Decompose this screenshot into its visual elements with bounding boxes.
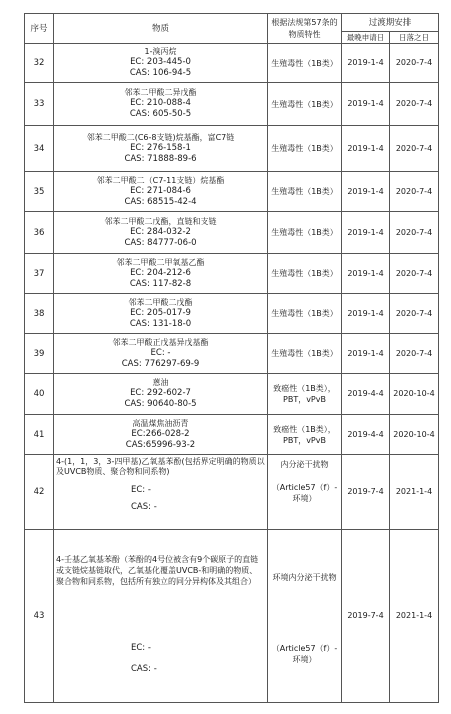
sunset-date: 2020-7-4 (390, 294, 439, 334)
table-row (25, 530, 439, 703)
sunset-date: 2020-7-4 (390, 212, 439, 254)
sunset-date: 2020-7-4 (390, 126, 439, 172)
substance-name: 邻苯二甲酸正戊基异戊基酯 (112, 337, 209, 347)
table-row (25, 254, 439, 294)
substance-cell (54, 126, 268, 172)
row-no: 36 (25, 212, 54, 254)
cas-number: CAS: 117-82-8 (129, 278, 192, 289)
header-transition: 过渡期安排 (342, 14, 439, 32)
cas-number: CAS: 106-94-5 (129, 68, 192, 78)
ec-number: EC: - (150, 347, 171, 358)
latest-apply-date: 2019-4-4 (342, 374, 390, 415)
latest-apply-date: 2019-4-4 (342, 415, 390, 455)
table-row (25, 172, 439, 212)
cas-number: CAS:65996-93-2 (125, 439, 196, 450)
substance-name: 邻苯二甲酸二(C6-8支链)烷基酯，富C7链 (86, 132, 235, 142)
substance-cell (54, 415, 268, 455)
substance-name: 邻苯二甲酸二甲氧基乙酯 (116, 257, 205, 267)
substance-cell (54, 334, 268, 374)
row-no: 41 (25, 415, 54, 455)
substance-cell (54, 530, 268, 703)
substance-cell (54, 455, 268, 530)
property-cell: 生殖毒性（1B类） (268, 172, 342, 212)
property-text: 内分泌干扰物 (280, 460, 329, 469)
table-row (25, 334, 439, 374)
property-cell: 生殖毒性（1B类） (268, 126, 342, 172)
ec-number: EC: 210-088-4 (130, 98, 191, 108)
ec-number: EC: 292-602-7 (130, 388, 191, 398)
ec-number: EC: 271-084-6 (130, 185, 191, 196)
row-no: 42 (25, 455, 54, 530)
property-cell: 生殖毒性（1B类） (268, 254, 342, 294)
row-no: 33 (25, 83, 54, 126)
property-cell (268, 530, 342, 703)
table-row (25, 126, 439, 172)
latest-apply-date: 2019-1-4 (342, 172, 390, 212)
substance-cell (54, 212, 268, 254)
sunset-date: 2020-10-4 (390, 374, 439, 415)
cas-number: CAS: - (131, 502, 157, 512)
ec-number: EC:266-028-2 (131, 428, 190, 439)
property-cell: 致癌性（1B类），PBT，vPvB (268, 374, 342, 415)
property-cell: 生殖毒性（1B类） (268, 334, 342, 374)
substance-name: 4-(1，1，3，3-四甲基)乙氧基苯酚(包括界定明确的物质以及UVCB物质、聚合物和同系物) (56, 457, 265, 476)
property-article: （Article57（f）-环境） (271, 644, 338, 664)
sunset-date: 2020-7-4 (390, 44, 439, 83)
table-row (25, 455, 439, 530)
header-sunset: 日落之日 (390, 32, 439, 44)
latest-apply-date: 2019-1-4 (342, 212, 390, 254)
row-no: 38 (25, 294, 54, 334)
substance-cell (54, 254, 268, 294)
header-latest-apply: 最晚申请日 (342, 32, 390, 44)
ec-number: EC: 203-445-0 (130, 57, 191, 67)
row-no: 39 (25, 334, 54, 374)
row-no: 43 (25, 530, 54, 703)
property-cell: 生殖毒性（1B类） (268, 212, 342, 254)
row-no: 34 (25, 126, 54, 172)
row-no: 35 (25, 172, 54, 212)
substance-cell (54, 374, 268, 415)
substance-cell (54, 83, 268, 126)
row-no: 40 (25, 374, 54, 415)
sunset-date: 2020-7-4 (390, 254, 439, 294)
cas-number: CAS: 84777-06-0 (124, 237, 197, 248)
property-article: （Article57（f）-环境） (271, 483, 338, 503)
sunset-date: 2020-10-4 (390, 415, 439, 455)
cas-number: CAS: 90640-80-5 (124, 399, 197, 409)
latest-apply-date: 2019-1-4 (342, 294, 390, 334)
cas-number: CAS: 776297-69-9 (121, 358, 200, 369)
sunset-date: 2020-7-4 (390, 334, 439, 374)
cas-number: CAS: 71888-89-6 (124, 153, 197, 164)
ec-number: EC: 284-032-2 (130, 226, 191, 237)
cas-number: CAS: - (131, 664, 157, 674)
latest-apply-date: 2019-7-4 (342, 530, 390, 703)
table-row (25, 294, 439, 334)
latest-apply-date: 2019-1-4 (342, 254, 390, 294)
sunset-date: 2020-7-4 (390, 83, 439, 126)
ec-number: EC: 276-158-1 (130, 142, 191, 153)
ec-number: EC: 204-212-6 (130, 267, 191, 278)
cas-number: CAS: 605-50-5 (129, 109, 192, 119)
substance-cell (54, 44, 268, 83)
property-cell: 生殖毒性（1B类） (268, 44, 342, 83)
sunset-date: 2021-1-4 (390, 530, 439, 703)
property-cell: 生殖毒性（1B类） (268, 83, 342, 126)
sunset-date: 2021-1-4 (390, 455, 439, 530)
substance-cell (54, 294, 268, 334)
latest-apply-date: 2019-1-4 (342, 83, 390, 126)
ec-number: EC: 205-017-9 (130, 307, 191, 318)
cas-number: CAS: 131-18-0 (129, 318, 192, 329)
property-cell (268, 455, 342, 530)
table-row (25, 415, 439, 455)
substance-name: 4-壬基乙氧基苯酚（苯酚的4号位被含有9个碳原子的直链或支链烷基链取代，乙氧基化覆盖UVCB-和明确的物质、聚合物和同系物，包括所有独立的同分异构体及其组合） (56, 555, 259, 586)
header-property: 根据法规第57条的物质特性 (268, 14, 342, 44)
latest-apply-date: 2019-7-4 (342, 455, 390, 530)
table-row (25, 212, 439, 254)
substance-name: 蒽油 (152, 378, 169, 387)
property-text: 环境内分泌干扰物 (272, 573, 337, 582)
latest-apply-date: 2019-1-4 (342, 44, 390, 83)
substance-name: 邻苯二甲酸二戊酯 (128, 297, 193, 307)
header-no: 序号 (25, 14, 54, 44)
substance-cell (54, 172, 268, 212)
table-row (25, 374, 439, 415)
substance-name: 邻苯二甲酸二（C7-11支链）烷基酯 (96, 175, 225, 185)
property-cell: 致癌性（1B类），PBT，vPvB (268, 415, 342, 455)
cas-number: CAS: 68515-42-4 (124, 196, 197, 207)
svhc-table (24, 13, 439, 703)
table-row (25, 44, 439, 83)
header-substance: 物质 (54, 14, 268, 44)
property-cell: 生殖毒性（1B类） (268, 294, 342, 334)
row-no: 37 (25, 254, 54, 294)
substance-name: 1-溴丙烷 (144, 47, 177, 56)
latest-apply-date: 2019-1-4 (342, 334, 390, 374)
sunset-date: 2020-7-4 (390, 172, 439, 212)
table-row (25, 83, 439, 126)
latest-apply-date: 2019-1-4 (342, 126, 390, 172)
substance-name: 邻苯二甲酸二异戊酯 (124, 88, 197, 97)
substance-name: 高温煤焦油沥青 (132, 418, 189, 428)
ec-number: EC: - (131, 643, 151, 653)
row-no: 32 (25, 44, 54, 83)
substance-name: 邻苯二甲酸二戊酯，直链和支链 (104, 216, 217, 226)
ec-number: EC: - (131, 485, 151, 495)
